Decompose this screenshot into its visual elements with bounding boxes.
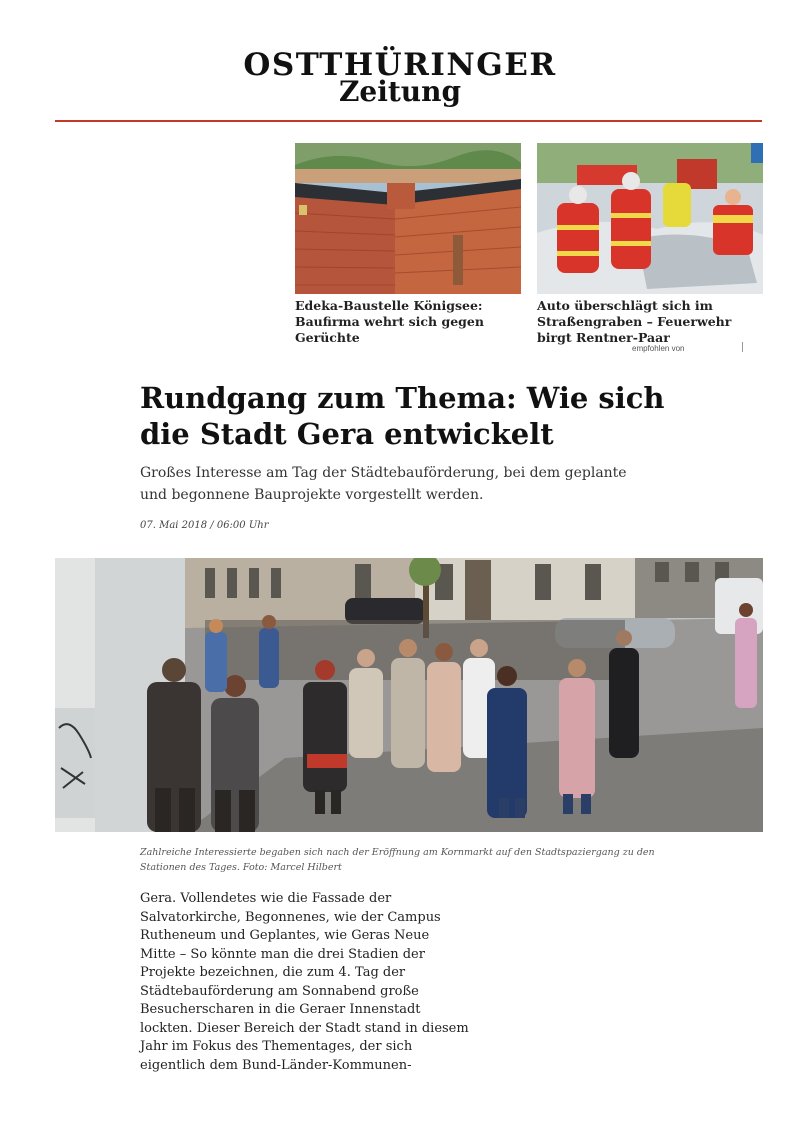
firefighters-accident-image (537, 143, 763, 294)
teaser-card-edeka[interactable] (295, 143, 521, 346)
teaser-card-accident[interactable] (537, 143, 763, 346)
body-line: Projekte bezeichnen, die zum 4. Tag der (140, 965, 406, 980)
teaser-title-edeka: Edeka-Baustelle Königsee: Baufirma wehrt sich gegen Gerüchte (295, 298, 484, 345)
body-line: Rutheneum und Geplantes, wie Geras Neue (140, 928, 430, 943)
article-body (140, 890, 469, 1075)
body-line: Gera. Vollendetes wie die Fassade der (140, 891, 392, 906)
logo-line-2: Zeitung (338, 75, 462, 108)
construction-site-image (295, 143, 521, 294)
header-divider (55, 120, 762, 122)
photo-caption: Zahlreiche Interessierte begaben sich nach der Eröffnung am Kornmarkt auf den Stadtspaziergang zu den Stationen des Tages. Foto: Marcel Hilbert (140, 847, 655, 873)
body-line: Salvatorkirche, Begonnenes, wie der Campus (140, 909, 441, 925)
teaser-title-accident: Auto überschlägt sich im Straßengraben – Feuerwehr birgt Rentner-Paar (537, 298, 732, 345)
logo-line-1: OSTTHÜRINGER (243, 47, 557, 83)
body-line: lockten. Dieser Bereich der Stadt stand in diesem (140, 1020, 469, 1036)
article-lead: Großes Interesse am Tag der Städtebauförderung, bei dem geplante und begonnene Bauprojekte vorgestellt werden. (140, 465, 627, 503)
body-line: Mitte – So könnte man die drei Stadien der (140, 946, 425, 962)
article-photo-crowd (55, 558, 763, 832)
body-line: eigentlich dem Bund-Länder-Kommunen- (140, 1057, 412, 1073)
article-dateline: 07. Mai 2018 / 06:00 Uhr (140, 520, 269, 531)
teaser-link-accident[interactable] (537, 143, 763, 346)
article-headline: Rundgang zum Thema: Wie sich die Stadt Gera entwickelt (140, 381, 665, 451)
body-line: Besucherscharen in die Geraer Innenstadt (140, 1002, 421, 1017)
recommended-divider (742, 342, 743, 352)
body-line: Städtebauförderung am Sonnabend große (140, 983, 419, 999)
newspaper-logo[interactable] (0, 48, 800, 106)
teaser-link-edeka[interactable] (295, 143, 521, 346)
body-line: Jahr im Fokus des Thementages, der sich (140, 1039, 413, 1054)
recommended-by-label[interactable]: empfohlen von (632, 344, 685, 353)
